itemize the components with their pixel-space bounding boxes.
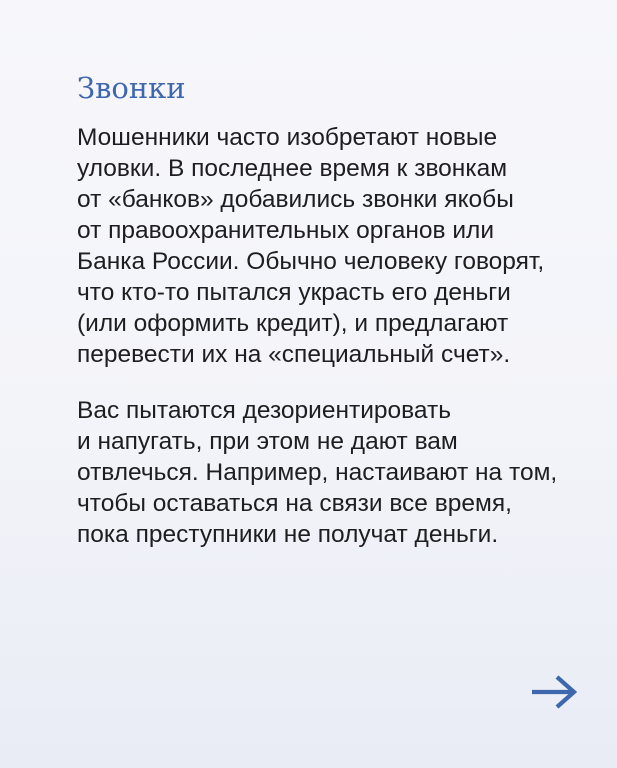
text-line: перевести их на «специальный счет». — [77, 341, 511, 368]
paragraph-calls-description — [77, 122, 544, 370]
paragraph-disorientation — [77, 395, 557, 550]
text-line: уловки. В последнее время к звонкам — [77, 155, 508, 182]
next-slide-button[interactable] — [526, 668, 582, 716]
text-line: что кто-то пытался украсть его деньги — [77, 279, 511, 306]
text-line: чтобы оставаться на связи все время, — [77, 490, 512, 517]
text-line: Вас пытаются дезориентировать — [77, 397, 451, 424]
text-line: пока преступники не получат деньги. — [77, 521, 499, 548]
text-line: от правоохранительных органов или — [77, 217, 495, 244]
text-line: отвлечься. Например, настаивают на том, — [77, 459, 558, 486]
page-title: Звонки — [77, 71, 186, 105]
arrow-right-icon — [529, 672, 579, 712]
text-line: Банка России. Обычно человеку говорят, — [77, 248, 545, 275]
text-line: Мошенники часто изобретают новые — [77, 124, 498, 151]
text-line: (или оформить кредит), и предлагают — [77, 310, 509, 337]
text-line: и напугать, при этом не дают вам — [77, 428, 458, 455]
text-line: от «банков» добавились звонки якобы — [77, 186, 514, 213]
